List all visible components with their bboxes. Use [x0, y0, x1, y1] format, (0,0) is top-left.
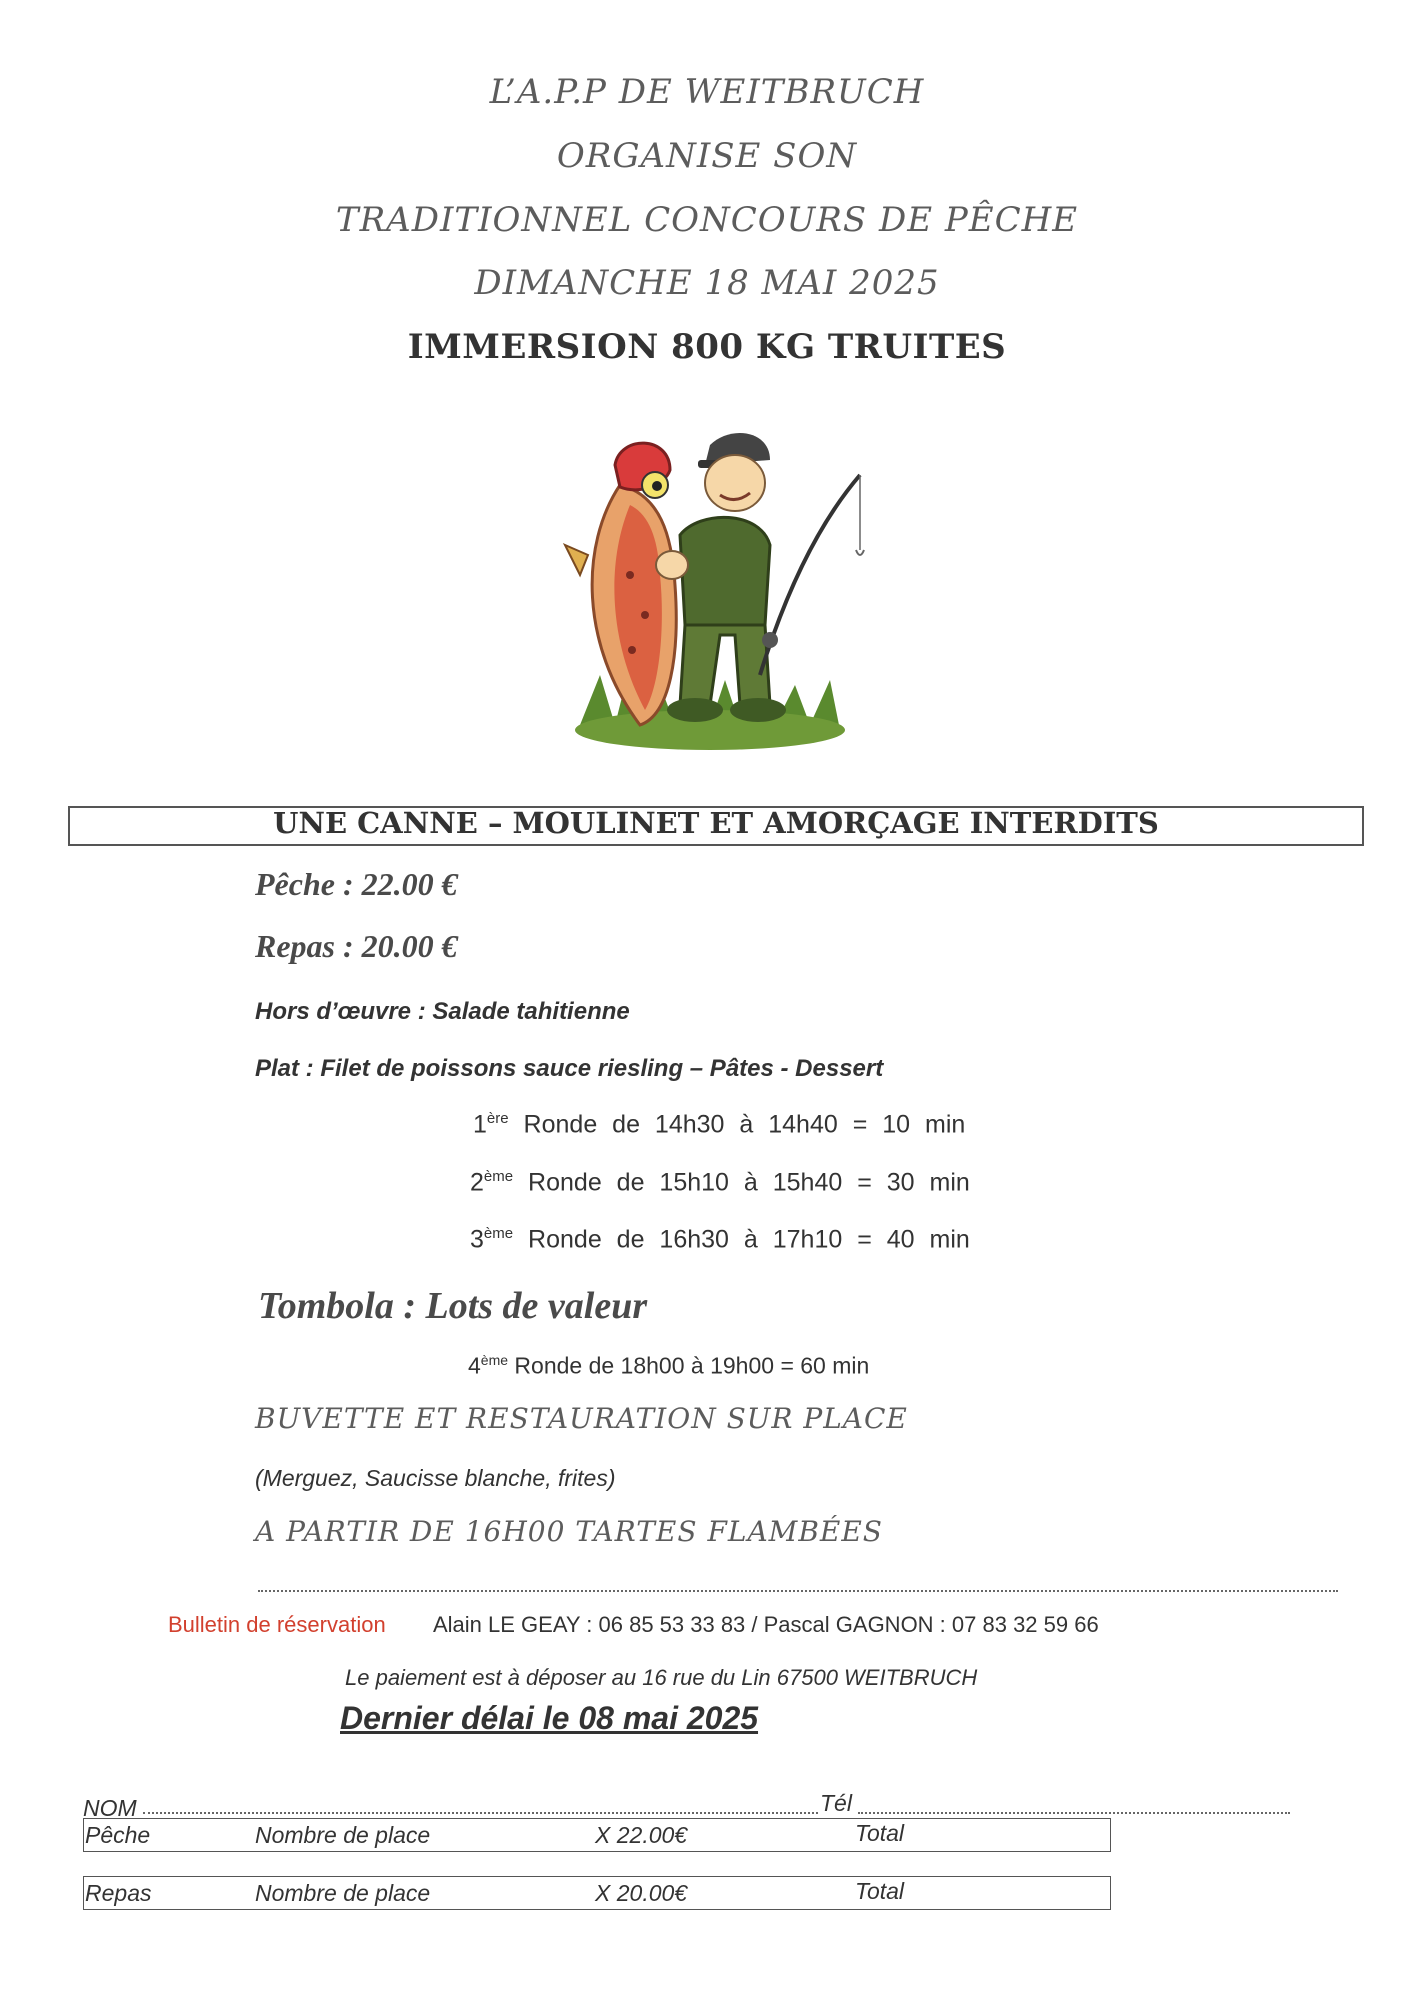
ronde-4: [468, 1352, 869, 1380]
form-tel-label: Tél: [820, 1790, 852, 1816]
form-row-label: Pêche: [85, 1822, 151, 1848]
deadline: Dernier délai le 08 mai 2025: [340, 1700, 759, 1736]
ronde-ordinal: ère: [486, 1110, 509, 1127]
paiement-info: Le paiement est à déposer au 16 rue du Lin 67500 WEITBRUCH: [345, 1665, 978, 1690]
ronde-1: [473, 1110, 965, 1139]
ronde-number: 1: [473, 1110, 487, 1139]
nom-field[interactable]: [143, 1812, 818, 1814]
peche-price: Pêche : 22.00 €: [255, 866, 458, 902]
title-line-2: ORGANISE SON: [556, 136, 858, 176]
tartes-line: A PARTIR DE 16H00 TARTES FLAMBÉES: [255, 1515, 883, 1548]
form-row-label: Repas: [85, 1880, 152, 1906]
tombola: Tombola : Lots de valeur: [258, 1285, 648, 1327]
ronde-ordinal: ème: [480, 1352, 509, 1368]
form-row-price: X 20.00€: [595, 1880, 688, 1906]
separator-dotted-line: [258, 1590, 1338, 1592]
tel-field[interactable]: [858, 1812, 1290, 1814]
ronde-text: Ronde de 14h30 à 14h40 = 10 min: [523, 1110, 966, 1139]
ronde-text: Ronde de 15h10 à 15h40 = 30 min: [528, 1168, 970, 1197]
fisherman-with-trout-illustration: [560, 425, 880, 755]
contacts: Alain LE GEAY : 06 85 53 33 83 / Pascal GAGNON : 07 83 32 59 66: [433, 1612, 1099, 1637]
bulletin-label: Bulletin de réservation: [168, 1612, 386, 1637]
ronde-ordinal: ème: [483, 1168, 514, 1185]
buvette-line: BUVETTE ET RESTAURATION SUR PLACE: [255, 1402, 908, 1435]
fishing-rod-icon: [760, 475, 864, 675]
form-row-places[interactable]: Nombre de place: [255, 1880, 431, 1906]
ronde-number: 3: [470, 1225, 484, 1254]
buvette-detail: (Merguez, Saucisse blanche, frites): [255, 1465, 616, 1491]
trout-icon: [565, 443, 676, 725]
ronde-number: 4: [468, 1352, 481, 1379]
form-nom-label: NOM: [83, 1795, 137, 1821]
form-row-places[interactable]: Nombre de place: [255, 1822, 431, 1848]
menu-plat: Plat : Filet de poissons sauce riesling – Pâtes - Dessert: [255, 1055, 884, 1082]
immersion-line: IMMERSION 800 KG TRUITES: [407, 327, 1007, 367]
ronde-text: Ronde de 18h00 à 19h00 = 60 min: [514, 1352, 870, 1379]
menu-hors-doeuvre: Hors d’œuvre : Salade tahitienne: [255, 998, 630, 1025]
ronde-number: 2: [470, 1168, 484, 1197]
title-line-1: L’A.P.P DE WEITBRUCH: [489, 72, 925, 112]
event-date: DIMANCHE 18 MAI 2025: [474, 263, 940, 303]
form-row-price: X 22.00€: [595, 1822, 688, 1848]
form-row-total[interactable]: Total: [855, 1878, 905, 1904]
ronde-text: Ronde de 16h30 à 17h10 = 40 min: [528, 1225, 970, 1254]
ronde-3: [470, 1225, 970, 1254]
repas-price: Repas : 20.00 €: [255, 928, 458, 964]
ronde-ordinal: ème: [483, 1225, 514, 1242]
form-row-total[interactable]: Total: [855, 1820, 905, 1846]
rules-banner: UNE CANNE – MOULINET ET AMORÇAGE INTERDITS: [273, 806, 1159, 840]
fisherman-icon: [656, 433, 786, 722]
ronde-2: [470, 1168, 970, 1197]
title-line-3: TRADITIONNEL CONCOURS DE PÊCHE: [335, 200, 1079, 240]
